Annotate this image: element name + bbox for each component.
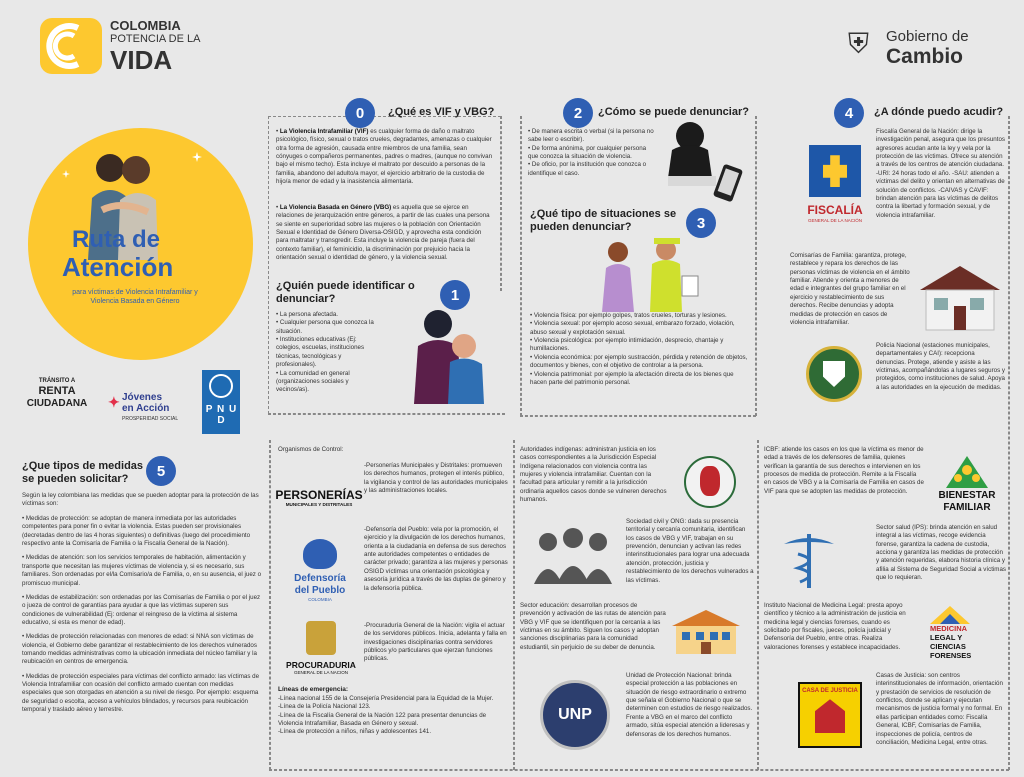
s1-title: ¿Quién puede identificar o denunciar? bbox=[276, 280, 415, 306]
defensoria-logo-line1: Defensoría bbox=[294, 572, 346, 584]
control-title: Organismos de Control: bbox=[278, 446, 344, 453]
s3-list bbox=[530, 312, 750, 387]
bienestar-line2: FAMILIAR bbox=[943, 502, 991, 513]
route-line bbox=[269, 769, 1009, 771]
jovenes-line2: en Acción bbox=[122, 403, 170, 414]
transito-line2: RENTA bbox=[38, 385, 76, 398]
health-caduceus-icon bbox=[774, 530, 844, 590]
fiscalia-logo-text: FISCALÍA bbox=[807, 203, 863, 218]
s4-fiscalia-text: Fiscalía General de la Nación: dirige la investigación penal, asegura que los presuntos agresores acudan ante la ley y vela por la protección de las víctimas. Ofrece su atención a través de los centros de atención ciudadana. -URI: 24 horas todo el año. -SAU: atienden a víctimas del delito y orientan en alternativas de solución de conflictos. -CAIVAS y CAVIF: brindan atención para las víctimas de delitos contra la libertad y formación sexual, y de violencia intrafamiliar. bbox=[876, 128, 1005, 219]
personerias-logo-text: PERSONERÍAS bbox=[275, 488, 363, 503]
casas-text: Casas de Justicia: son centros interinstitucionales de información, orientación y prestación de servicios de resolución de conflictos, donde se aplican y ejecutan mecanismos de justicia formal y no formal. En ellas participan entidades como: Fiscalía General, ICBF, Comisarías de Familia, inspecciones de policía, centros de conciliación, Medicina Legal, entre otras. bbox=[876, 672, 1003, 746]
defensoria-logo-line2: del Pueblo bbox=[294, 584, 346, 596]
list-item: -Línea de la Policía Nacional 123. bbox=[278, 703, 371, 711]
list-item: • De oficio, por la institución que conozca o identifique el caso. bbox=[528, 161, 647, 177]
fiscalia-logo bbox=[798, 138, 872, 230]
s2-title: ¿Cómo se puede denunciar? bbox=[598, 106, 749, 118]
casa-house-icon bbox=[815, 699, 845, 733]
brand-line1: COLOMBIA bbox=[110, 18, 181, 33]
colombia-logo bbox=[40, 16, 210, 76]
medicina-emblem-icon bbox=[930, 606, 970, 624]
list-item: • Medidas de atención: son los servicios temporales de habitación, alimentación y transporte que necesitan las mujeres víctimas de violencia y, si es necesario, sus familiares. Son ordenadas por el/la Comisario/a de Familia, o, en su ausencia, el juez o promiscuo municipal. bbox=[22, 554, 262, 587]
defensoria-dove-icon bbox=[303, 539, 337, 569]
step-4-badge: 4 bbox=[834, 98, 864, 128]
list-item: • Medidas de protección especiales para víctimas del conflicto armado: las víctimas de Violencia Intrafamiliar con ocasión del conflicto armado cuentan con medidas especiales que son otorgadas en atención a su nivel de riesgo. Por ejemplo: esquema de seguridad o escolta, acceso a vehículos blindados, y recursos para reubicación temporal y traslado aéreo y terrestre. bbox=[22, 672, 260, 714]
s4-comisarias-text: Comisarías de Familia: garantiza, protege, restablece y repara los derechos de las personas víctimas de violencia en el ámbito familiar. Atiende y orienta a menores de edad e integrantes del grupo familiar en el ejercicio y restablecimiento de sus derechos. Recibe denuncias y adopta medidas de protección en casos de violencia intrafamiliar. bbox=[790, 252, 910, 326]
procuraduria-logo-text: PROCURADURIA bbox=[286, 659, 356, 670]
pnud-logo bbox=[202, 370, 240, 434]
s5-list bbox=[22, 515, 262, 715]
route-line bbox=[520, 116, 522, 416]
unp-logo bbox=[540, 680, 610, 750]
medicina-text: Instituto Nacional de Medicina Legal: presta apoyo científico y técnico a la administración de justicia en medicina legal y ciencias forenses, cuando es solicitado por fiscales, jueces, policía judicial y Defensoría del Pueblo, entre otras. Realiza valoraciones forenses y establece incapacidades. bbox=[764, 602, 906, 651]
s2-list bbox=[528, 128, 656, 178]
transito-line1: TRÁNSITO A bbox=[38, 378, 76, 384]
route-line bbox=[268, 413, 505, 415]
medicina-logo-line4: FORENSES bbox=[930, 651, 972, 660]
list-item: • Medidas de protección relacionadas con menores de edad: si NNA son víctimas de violencia, el Gobierno debe garantizar el restablecimiento de los derechos vulnerados tomando medidas administrativas como la ubicación inmediata del núcleo familiar y la reubicación en centros de emergencia. bbox=[22, 633, 257, 666]
s0-vbg-body: es aquella que se ejerce en relaciones de jerarquización entre géneros, a partir de las cuales una persona se siente en superioridad sobre las mujeres o la población con Orientación Sexual e Identidad de Género Diversa-OSIGD, y aprovecha esta condición para maltratar y transgredir. Esta incluye la violencia de pareja (fuera del contexto familiar), el feminicidio, la discriminación por prejuicio hacia la orientación sexual o identidad de género, y la violencia sexual. bbox=[276, 204, 490, 262]
lineas-list bbox=[278, 695, 508, 737]
jovenes-icon: ✦ bbox=[108, 394, 120, 410]
step-2-badge: 2 bbox=[563, 98, 593, 128]
s3-title: ¿Qué tipo de situaciones se pueden denunciar? bbox=[530, 208, 677, 234]
fiscalia-emblem-icon bbox=[809, 145, 861, 197]
icbf-family-icon bbox=[944, 454, 990, 490]
gobierno-logo bbox=[848, 26, 988, 70]
list-item: • De manera escrita o verbal (si la persona no sabe leer o escribir). bbox=[528, 128, 654, 144]
s4-policia-text: Policía Nacional (estaciones municipales, departamentales y CAI): recepciona denuncias. Protege, atiende y asiste a las víctimas, acompañándolas a lugares seguros y protegidos, como instituciones de salud. Apoya a las autoridades en la ejecución de medidas. bbox=[876, 342, 1005, 391]
pnud-label: P N U D bbox=[205, 404, 237, 426]
step-5-badge: 5 bbox=[146, 456, 176, 486]
unp-logo-text: UNP bbox=[558, 706, 592, 724]
school-icon bbox=[668, 608, 744, 656]
community-group-icon bbox=[528, 526, 618, 584]
un-globe-icon bbox=[209, 374, 233, 398]
medicina-logo bbox=[930, 598, 1006, 668]
s1-list bbox=[276, 311, 381, 395]
list-item: • Violencia física: por ejemplo golpes, tratos crueles, torturas y lesiones. bbox=[530, 312, 727, 319]
indigenas-text: Autoridades indígenas: administran justicia en los casos correspondientes a la Jurisdicción Especial Indígena relacionados con violencia contra las mujeres y violencia intrafamiliar. Cuentan con la facultad para articular y remitir a la jurisdicción ordinaria aquellos casos donde se vulneren derechos humanos. bbox=[520, 446, 667, 504]
defensoria-logo-line3: COLOMBIA bbox=[308, 596, 332, 602]
s0-vif-text: • La Violencia Intrafamiliar (VIF) es cualquier forma de daño o maltrato psicológico, físico, sexual o tratos crueles, degradantes, amenazas o cualquier otra forma de agresión, causada entre miembros de una familia, sean cónyuges o compañeros permanentes, padres o madres, (aunque no convivan bajo el mismo techo). Esta incluye el maltrato por descuido a personas de la familia, abandono del adulto/a mayor, el ejercicio arbitrario de la custodia de hijo/a menor de edad y la inasistencia alimentaria. bbox=[276, 128, 493, 186]
route-line bbox=[269, 440, 271, 770]
list-item: • Medidas de protección: se adoptan de manera inmediata por las autoridades competentes para poner fin o evitar la violencia. Estas pueden ser provisionales (decretadas dentro de las 4 horas siguientes) o definitivas (luego del procedimiento respectivo ante la Comisaría de Familia o la Fiscalía General de la Nación). bbox=[22, 515, 251, 548]
s0-vbg-label: La Violencia Basada en Género (VBG) bbox=[279, 204, 392, 211]
gov-line1: Gobierno de bbox=[886, 28, 969, 45]
unp-text: Unidad de Protección Nacional: brinda especial protección a las poblaciones en situación de riesgo extraordinario o extremo que señala el Gobierno Nacional o que se determinen con estudios de riesgo realizados. Frente a VBG en el marco del conflicto armado, sitúa especial atención a lideresas y defensoras de los derechos humanos. bbox=[626, 672, 753, 738]
sociedad-text: Sociedad civil y ONG: dada su presencia territorial y cercanía comunitaria, identifican los casos de VBG y VIF, trabajan en su prevención, denuncian y activan las redes interinstitucionales para lograr una adecuada atención, protección, justicia y restablecimiento de los derechos vulnerados a las víctimas. bbox=[626, 518, 754, 584]
defensoria-text: -Defensoría del Pueblo: vela por la promoción, el ejercicio y la divulgación de los derechos humanos, orienta a la ciudadanía en defensa de sus derechos ante autoridades competentes o entidades de carácter privado; garantiza a las mujeres y personas OSIGD víctimas una orientación psicológica y asesoría jurídica a través de las duplas de género y la defensoría pública. bbox=[364, 526, 508, 592]
s0-vif-label: La Violencia Intrafamiliar (VIF) bbox=[279, 128, 369, 135]
route-line bbox=[1008, 116, 1010, 770]
hero-subtitle: para víctimas de Violencia Intrafamiliar y Violencia Basada en Género bbox=[72, 289, 198, 306]
procuraduria-shield-icon bbox=[306, 621, 336, 655]
icbf-logo bbox=[928, 450, 1006, 518]
list-item: • Violencia psicológica: por ejemplo intimidación, desprecio, chantaje y humillaciones. bbox=[530, 337, 724, 353]
list-item: • De forma anónima, por cualquier persona que conozca la situación de violencia. bbox=[528, 144, 647, 161]
jovenes-line3: PROSPERIDAD SOCIAL bbox=[122, 416, 179, 422]
medicina-logo-line1: MEDICINA bbox=[930, 624, 968, 633]
reporting-illustration bbox=[658, 118, 750, 204]
personerias-logo-sub: MUNICIPALES Y DISTRITALES bbox=[285, 502, 353, 508]
s0-vif-body: es cualquier forma de daño o maltrato psicológico, físico, sexual o tratos crueles, degradantes, amenazas o cualquier otra forma de agresión, causada entre miembros de una familia, sean cónyuges o compañeros permanentes, padres o madres, (aunque no convivan bajo el mismo techo). Esta incluye el maltrato por descuido a personas de la familia, abandono del adulto/a mayor, el ejercicio arbitrario de la custodia de hijo/a menor de edad y la inasistencia alimentaria. bbox=[276, 128, 493, 186]
hero-title-2: Atención bbox=[62, 252, 174, 282]
medicina-logo-line2: LEGAL Y bbox=[930, 633, 963, 642]
brand-line3: VIDA bbox=[110, 45, 173, 75]
s0-title: ¿Qué es VIF y VBG? bbox=[388, 106, 495, 118]
list-item: -Línea de la Fiscalía General de la Nación 122 para presentar denuncias de Violencia Intrafamiliar, Basada en Género y sexual. bbox=[278, 711, 487, 728]
procuraduria-logo bbox=[284, 612, 358, 684]
transito-line3: CIUDADANA bbox=[26, 398, 88, 410]
route-line bbox=[520, 415, 756, 417]
s4-title: ¿A dónde puedo acudir? bbox=[874, 106, 1004, 118]
hero-title-1: Ruta de bbox=[72, 226, 161, 253]
list-item: • Violencia sexual: por ejemplo acoso sexual, embarazo forzado, violación, abuso sexual y explotación sexual. bbox=[530, 320, 735, 336]
lineas-title: Líneas de emergencia: bbox=[278, 686, 349, 693]
step-3-badge: 3 bbox=[686, 208, 716, 238]
route-line bbox=[500, 116, 502, 291]
route-line bbox=[513, 440, 515, 770]
medicina-logo-line3: CIENCIAS bbox=[930, 642, 966, 651]
s5-title: ¿Que tipos de medidas se pueden solicitar? bbox=[22, 460, 144, 486]
step-0-badge: 0 bbox=[345, 98, 375, 128]
casa-logo-text: CASA DE JUSTICIA bbox=[802, 688, 858, 694]
list-item: • Cualquier persona que conozca la situación. bbox=[276, 319, 374, 335]
list-item: • Violencia patrimonial: por ejemplo la afectación directa de los bienes que hacen parte del patrimonio personal. bbox=[530, 370, 734, 386]
route-line bbox=[757, 440, 759, 770]
salud-text: Sector salud (IPS): brinda atención en salud integral a las víctimas, recoge evidencia forense, garantiza la cadena de custodia, acciona y garantiza las medidas de protección y atención requeridas, elabora historia clínica y afilia al Sistema de Seguridad Social a víctimas que lo requieran. bbox=[876, 524, 1007, 582]
list-item: • Violencia económica: por ejemplo sustracción, pérdida y retención de objetos, documentos y bienes, con el objetivo de controlar a la persona. bbox=[530, 353, 748, 370]
procuraduria-logo-sub: GENERAL DE LA NACION bbox=[293, 670, 349, 676]
jovenes-line1: Jóvenes bbox=[122, 392, 163, 403]
icbf-text: ICBF: atiende los casos en los que la víctima es menor de edad a través de los defensores de familia, quienes verifican la garantía de sus derechos e intervienen en los procesos de medida de protección. Remite a la Fiscalía en casos de VBG y a la Comisaría de Familia en casos de VIF para que se adopten las medidas de protección. bbox=[764, 446, 924, 495]
list-item: -Línea nacional 155 de la Consejería Presidencial para la Equidad de la Mujer. bbox=[278, 695, 494, 702]
transito-logo bbox=[22, 378, 92, 428]
list-item: • Instituciones educativas (Ej: colegios, escuelas, instituciones técnicas, tecnológicas y profesionales). bbox=[276, 336, 365, 369]
list-item: • La persona afectada. bbox=[276, 311, 339, 318]
personerias-text: -Personerías Municipales y Distritales: promueven los derechos humanos, protegen el interés público, la vigilancia y control de las autoridades municipales y las administraciones locales. bbox=[364, 462, 508, 495]
s0-vbg-text: • La Violencia Basada en Género (VBG) es aquella que se ejerce en relaciones de jerarquización entre géneros, a partir de las cuales una persona se siente en superioridad sobre las mujeres o la población con Orientación Sexual e Identidad de Género Diversa-OSIGD, y aprovecha esta condición para maltratar y transgredir. Esta incluye la violencia de pareja (fuera del contexto familiar), el feminicidio, la discriminación por prejuicio hacia la orientación sexual o identidad de género, y la violencia sexual. bbox=[276, 204, 490, 262]
procuraduria-text: -Procuraduría General de la Nación: vigila el actuar de los servidores públicos. Inicia, adelanta y falla en investigaciones disciplinarias contra servidores públicos y/o particulares que ejerzan funciones públicas. bbox=[364, 622, 507, 663]
defensoria-logo bbox=[282, 534, 358, 606]
house-icon bbox=[914, 262, 1006, 332]
shield-icon: ⛨ bbox=[848, 28, 870, 59]
bienestar-line1: BIENESTAR bbox=[938, 490, 996, 501]
colombia-logo-icon bbox=[40, 18, 102, 74]
brand-line2: POTENCIA DE LA bbox=[110, 33, 201, 45]
indigenas-logo bbox=[684, 456, 736, 508]
jovenes-logo bbox=[108, 392, 196, 428]
personerias-logo bbox=[275, 478, 363, 518]
list-item: • Medidas de estabilización: son ordenadas por las Comisarías de Familia o por el juez o jueza de control de garantías para ayudar a que las víctimas superen sus condiciones de vulnerabilidad (Ej: ordenar el reingreso de la víctima al sistema educativo, si esta es menor de edad). bbox=[22, 593, 261, 626]
mother-child-illustration bbox=[400, 306, 500, 404]
educacion-text: Sector educación: desarrollan procesos de prevención y activación de las rutas de atención para VBG y VIF que se identifiquen por la cercanía a las víctimas en su ámbito. Siguen los casos y adoptan sanciones disciplinarias para la comunidad estudiantil, sin perjuicio de su deber de denuncia. bbox=[520, 602, 666, 651]
list-item: • La comunidad en general (organizaciones sociales y vecinos/as). bbox=[276, 369, 350, 394]
police-report-illustration bbox=[594, 236, 710, 312]
policia-logo bbox=[806, 346, 862, 402]
step-1-badge: 1 bbox=[440, 280, 470, 310]
list-item: -Línea de protección a niños, niñas y adolescentes 141. bbox=[278, 728, 432, 736]
s5-intro: Según la ley colombiana las medidas que se pueden adoptar para la protección de las víctimas son: bbox=[22, 492, 259, 508]
casa-justicia-logo bbox=[798, 682, 862, 748]
gov-line2: Cambio bbox=[886, 45, 964, 68]
route-line bbox=[755, 116, 757, 416]
fiscalia-logo-sub: GENERAL DE LA NACIÓN bbox=[807, 217, 863, 223]
